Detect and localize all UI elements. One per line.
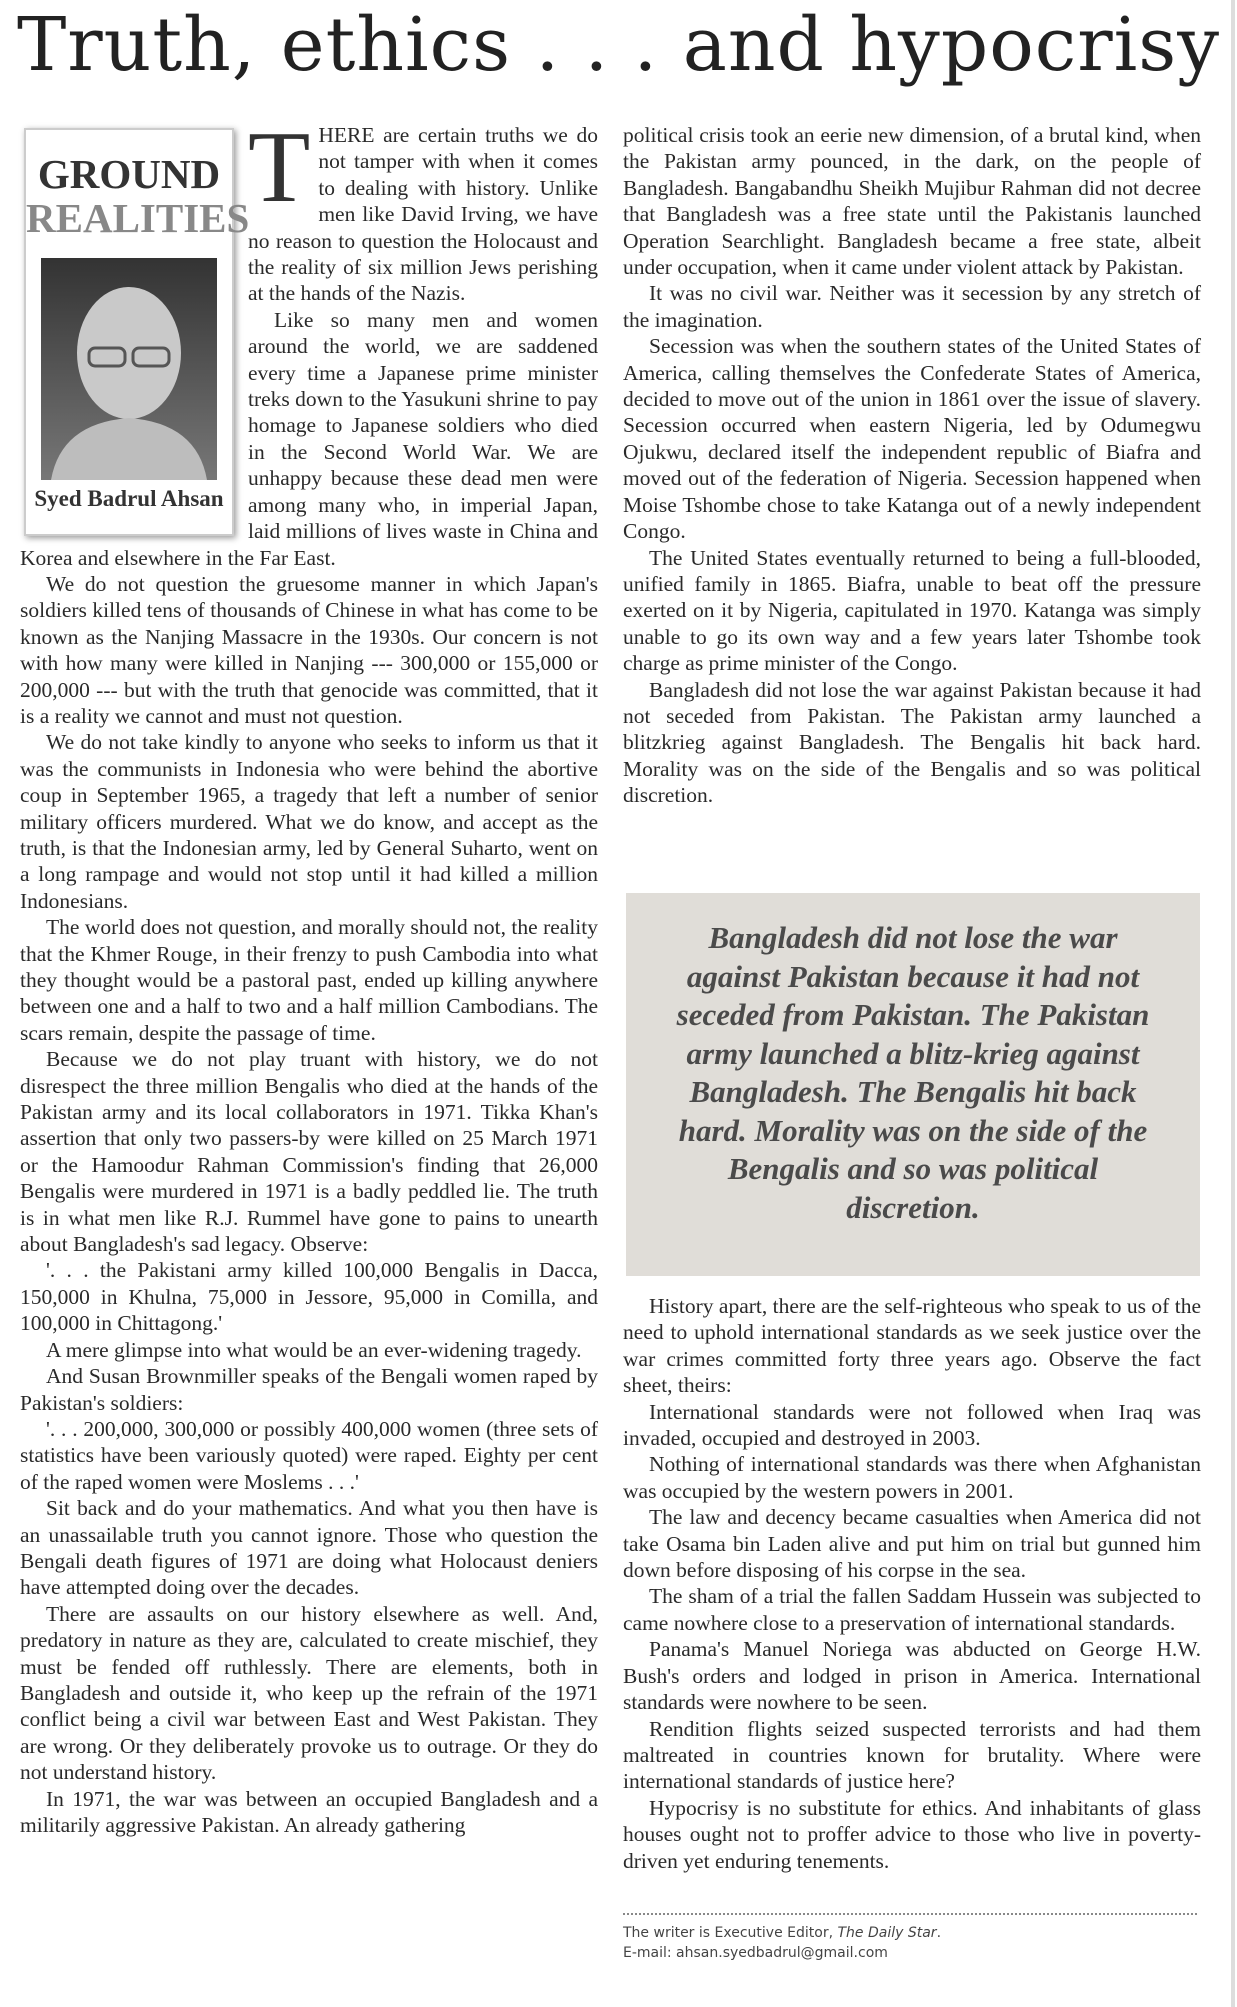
paragraph: We do not question the gruesome manner in which Japan's soldiers killed tens of thousands of Chinese in what has come to be known as the Nanjing Massacre in the 1930s. Our concern is not with how many were killed in Nanjing --- 300,000 or 155,000 or 200,000 --- but with the truth that genocide was committed, that it is a reality we cannot and must not question. <box>20 571 598 728</box>
right-column-bottom <box>623 1293 1201 1874</box>
column-kicker-line1: GROUND <box>37 151 221 197</box>
column-kicker-line2: REALITIES <box>26 195 250 241</box>
paragraph: Like so many men and women around the world, we are saddened every time a Japanese prime minister treks down to the Yasukuni shrine to pay homage to Japanese soldiers who died in the Second World War. We are unhappy because these dead men were among many who, in imperial Japan, laid millions of lives waste in China and Korea and elsewhere in the Far East. <box>20 307 598 570</box>
author-note-text: The writer is Executive Editor, <box>623 1925 838 1941</box>
right-column-top <box>623 122 1201 809</box>
paragraph: And Susan Brownmiller speaks of the Bengali women raped by Pakistan's soldiers: <box>20 1364 598 1415</box>
pull-quote: Bangladesh did not lose the war against Pakistan because it had not seceded from Pakistan. The Pakistan army launched a blitz-krieg against Bangladesh. The Bengalis hit back hard. Morality was on the side of the Bengalis and so was political discretion. <box>626 893 1200 1276</box>
paragraph: HERE are certain truths we do not tamper with when it comes to dealing with history. Unlike men like David Irving, we have no reason to question the Holocaust and the reality of six million Jews perishing at the hands of the Nazis. <box>248 123 598 306</box>
paragraph: History apart, there are the self-righteous who speak to us of the need to uphold international standards as we seek justice over the war crimes committed forty three years ago. Observe the fact sheet, theirs: <box>623 1294 1201 1398</box>
paragraph: The United States eventually returned to being a full-blooded, unified family in 1865. Biafra, unable to beat off the pressure exerted on it by Nigeria, capitulated in 1970. Katanga was simply unable to go its own way and a few years later Tshombe took charge as prime minister of the Congo. <box>623 545 1201 676</box>
headline: Truth, ethics . . . and hypocrisy <box>16 2 1221 88</box>
paragraph: International standards were not followed when Iraq was invaded, occupied and destroyed in 2003. <box>623 1399 1201 1451</box>
paragraph: It was no civil war. Neither was it secession by any stretch of the imagination. <box>623 281 1201 332</box>
author-note-suffix: . <box>936 1925 942 1941</box>
paragraph: Hypocrisy is no substitute for ethics. And inhabitants of glass houses ought not to proffer advice to those who live in poverty-driven yet enduring tenements. <box>623 1795 1201 1873</box>
paragraph: Sit back and do your mathematics. And what you then have is an unassailable truth you cannot ignore. Those who question the Bengali death figures of 1971 are doing what Holocaust deniers have attempted doing over the decades. <box>20 1496 598 1600</box>
paragraph: The law and decency became casualties when America did not take Osama bin Laden alive and put him on trial but gunned him down before disposing of his corpse in the sea. <box>623 1505 1201 1583</box>
column-logo-box <box>24 128 250 536</box>
paragraph: Nothing of international standards was there when Afghanistan was occupied by the western powers in 2001. <box>623 1452 1201 1503</box>
author-portrait-icon <box>41 258 217 480</box>
drop-cap: T <box>248 111 311 224</box>
paragraph: '. . . the Pakistani army killed 100,000 Bengalis in Dacca, 150,000 in Khulna, 75,000 in Jessore, 95,000 in Comilla, and 100,000 in Chittagong.' <box>20 1258 598 1336</box>
paragraph: Bangladesh did not lose the war against Pakistan because it had not seceded from Pakistan. The Pakistan army launched a blitzkrieg against Bangladesh. The Bengalis hit back hard. Morality was on the side of the Bengalis and so was political discretion. <box>623 677 1201 808</box>
paragraph: A mere glimpse into what would be an ever-widening tragedy. <box>46 1337 582 1362</box>
author-photo <box>41 258 217 480</box>
publication-name: The Daily Star <box>837 1925 937 1941</box>
paragraph: In 1971, the war was between an occupied Bangladesh and a militarily aggressive Pakistan. An already gathering <box>20 1786 598 1837</box>
paragraph: Because we do not play truant with history, we do not disrespect the three million Bengalis who died at the hands of the Pakistan army and its local collaborators in 1971. Tikka Khan's assertion that only two passers-by were killed on 25 March 1971 or the Hamoodur Rahman Commission's finding that 26,000 Bengalis were murdered in 1971 is a badly peddled lie. The truth is in what men like R.J. Rummel have gone to pains to unearth about Bangladesh's sad legacy. Observe: <box>20 1047 598 1257</box>
paragraph: Rendition flights seized suspected terrorists and had them maltreated in countries known for brutality. Where were international standards of justice here? <box>623 1716 1201 1794</box>
paragraph: There are assaults on our history elsewhere as well. And, predatory in nature as they are, calculated to create mischief, they must be fended off ruthlessly. There are elements, both in Bangladesh and outside it, who keep up the refrain of the 1971 conflict being a civil war between East and West Pakistan. They are wrong. Or they deliberately provoke us to outrage. Or they do not understand history. <box>20 1601 598 1785</box>
author-email[interactable]: E-mail: ahsan.syedbadrul@gmail.com <box>623 1945 888 1961</box>
paragraph: We do not take kindly to anyone who seeks to inform us that it was the communists in Indonesia who were behind the abortive coup in September 1965, a tragedy that left a number of senior military officers murdered. What we do know, and accept as the truth, is that the Indonesian army, led by General Suharto, went on a long rampage and would not stop until it had killed a million Indonesians. <box>20 730 598 913</box>
author-byline: Syed Badrul Ahsan <box>34 486 224 511</box>
paragraph: The world does not question, and morally should not, the reality that the Khmer Rouge, in their frenzy to push Cambodia into what they thought would be a pastoral past, ended up killing anywhere between one and a half to two and a half million Cambodians. The scars remain, despite the passage of time. <box>20 915 598 1045</box>
author-note <box>623 1913 1197 1963</box>
paragraph: political crisis took an eerie new dimension, of a brutal kind, when the Pakistan army pounced, in the dark, on the people of Bangladesh. Bangabandhu Sheikh Mujibur Rahman did not decree that Bangladesh was a free state until the Pakistanis launched Operation Searchlight. Bangladesh became a free state, albeit under occupation, when it came under violent attack by Pakistan. <box>623 123 1201 280</box>
paragraph: '. . . 200,000, 300,000 or possibly 400,000 women (three sets of statistics have been variously quoted) were raped. Eighty per cent of the raped women were Moslems . . .' <box>20 1416 598 1494</box>
left-column <box>20 111 598 1838</box>
page-edge <box>1231 0 1235 2007</box>
paragraph: Panama's Manuel Noriega was abducted on George H.W. Bush's orders and lodged in prison in America. International standards were nowhere to be seen. <box>623 1637 1201 1715</box>
paragraph: The sham of a trial the fallen Saddam Hussein was subjected to came nowhere close to a preservation of international standards. <box>623 1584 1201 1635</box>
paragraph: Secession was when the southern states of the United States of America, calling themselves the Confederate States of America, decided to move out of the union in 1861 over the issue of slavery. Secession occurred when eastern Nigeria, led by Odumegwu Ojukwu, declared itself the independent republic of Biafra and moved out of the federation of Nigeria. Secession happened when Moise Tshombe chose to take Katanga out of a newly independent Congo. <box>623 334 1201 544</box>
